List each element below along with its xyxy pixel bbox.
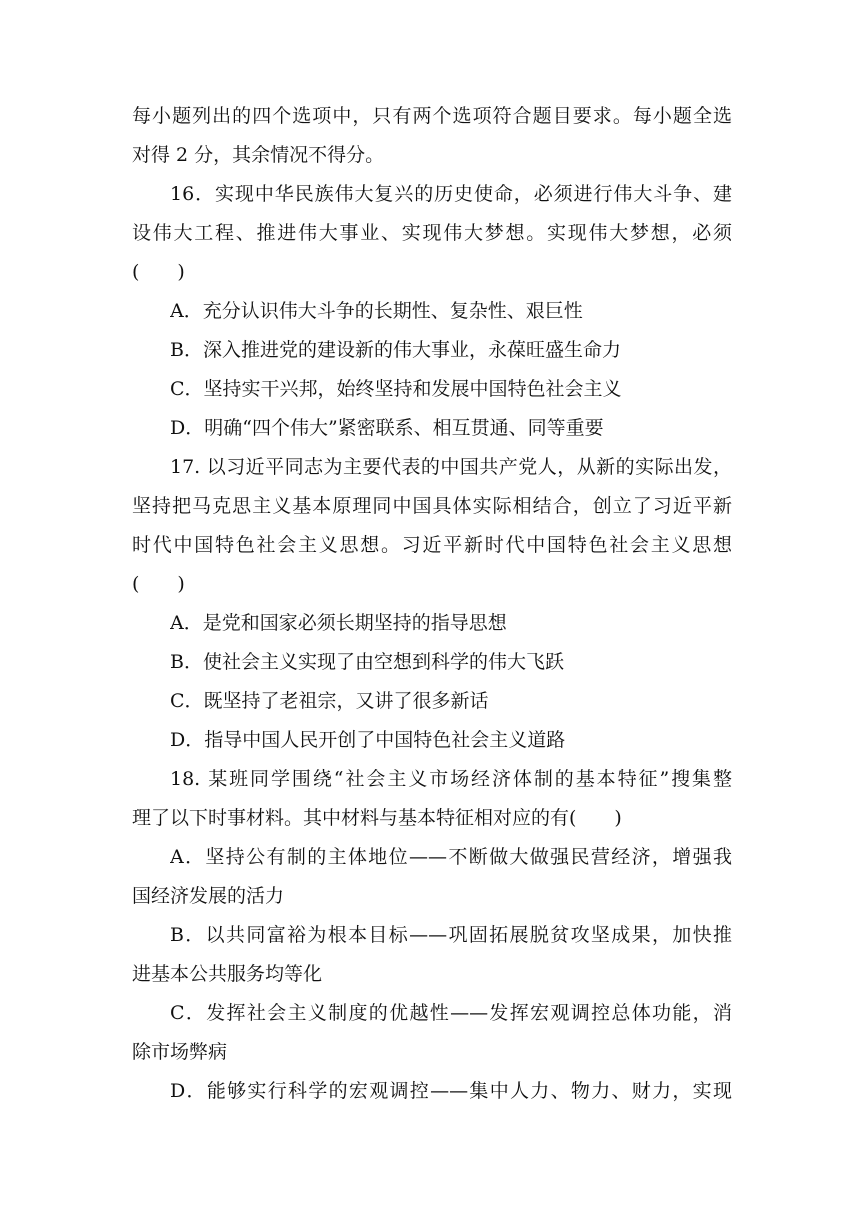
option-c: C．既坚持了老祖宗，又讲了很多新话: [170, 690, 489, 712]
question-16-stem: 16．实现中华民族伟大复兴的历史使命，必须进行伟大斗争、建: [170, 183, 732, 205]
option-c: C．发挥社会主义制度的优越性——发挥宏观调控总体功能，消: [170, 1002, 732, 1024]
answer-blank: ( ): [132, 261, 185, 283]
option-b: B．深入推进党的建设新的伟大事业，永葆旺盛生命力: [170, 339, 621, 361]
question-16-stem: 设伟大工程、推进伟大事业、实现伟大梦想。实现伟大梦想，必须: [132, 222, 732, 244]
option-a-continued: 国经济发展的活力: [132, 885, 285, 907]
option-d: D．明确“四个伟大”紧密联系、相互贯通、同等重要: [170, 417, 604, 439]
question-17-stem: 坚持把马克思主义基本原理同中国具体实际相结合，创立了习近平新: [132, 495, 732, 517]
question-17-stem: 17. 以习近平同志为主要代表的中国共产党人，从新的实际出发，: [170, 456, 732, 478]
option-d: D．指导中国人民开创了中国特色社会主义道路: [170, 729, 566, 751]
option-a: A．坚持公有制的主体地位——不断做大做强民营经济，增强我: [170, 846, 732, 868]
option-b: B．使社会主义实现了由空想到科学的伟大飞跃: [170, 651, 564, 673]
option-b-continued: 进基本公共服务均等化: [132, 963, 323, 985]
question-17-stem: 时代中国特色社会主义思想。习近平新时代中国特色社会主义思想: [132, 534, 732, 556]
question-18-stem: 18. 某班同学围绕“社会主义市场经济体制的基本特征”搜集整: [170, 768, 732, 790]
option-c: C．坚持实干兴邦，始终坚持和发展中国特色社会主义: [170, 378, 622, 400]
question-18-stem: 理了以下时事材料。其中材料与基本特征相对应的有( ): [132, 807, 622, 829]
option-a: A．充分认识伟大斗争的长期性、复杂性、艰巨性: [170, 300, 583, 322]
instruction-line: 对得 2 分，其余情况不得分。: [132, 144, 385, 166]
option-b: B．以共同富裕为根本目标——巩固拓展脱贫攻坚成果，加快推: [170, 924, 732, 946]
option-d: D．能够实行科学的宏观调控——集中人力、物力、财力，实现: [170, 1080, 732, 1102]
option-a: A．是党和国家必须长期坚持的指导思想: [170, 612, 507, 634]
instruction-line: 每小题列出的四个选项中，只有两个选项符合题目要求。每小题全选: [132, 105, 732, 127]
option-c-continued: 除市场弊病: [132, 1041, 228, 1063]
answer-blank: ( ): [132, 573, 185, 595]
